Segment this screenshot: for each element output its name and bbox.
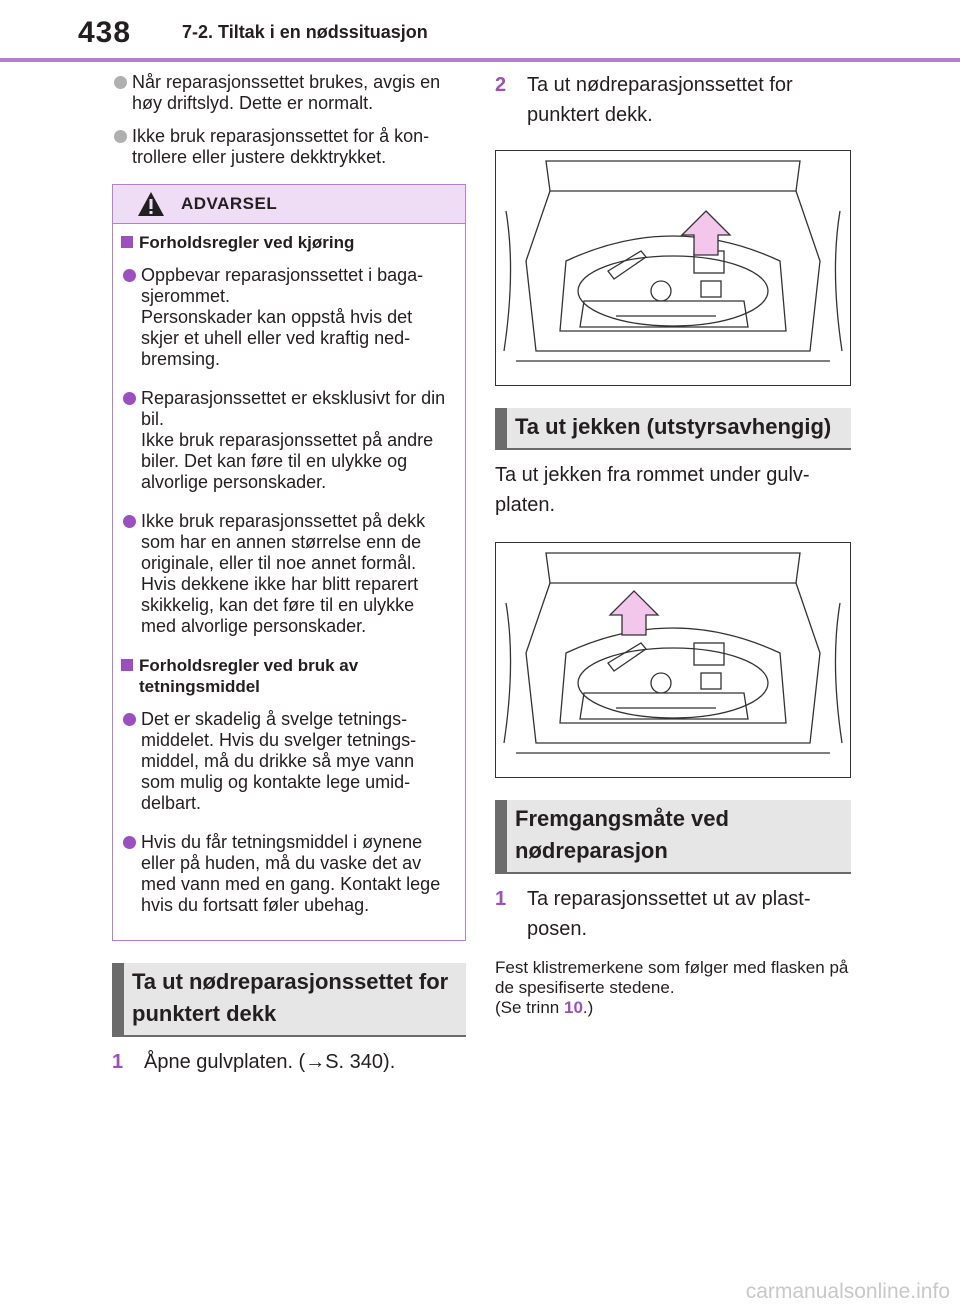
left-column bbox=[112, 72, 466, 1077]
page-header bbox=[0, 0, 960, 62]
step-text: Ta ut nødreparasjonssettet for punktert dekk. bbox=[527, 74, 793, 126]
section-heading-procedure: Fremgangsmåte ved nødreparasjon bbox=[495, 800, 851, 874]
step-item bbox=[112, 1047, 466, 1077]
step-number: 1 bbox=[112, 1051, 124, 1073]
intro-bullet: Når reparasjonssettet brukes, avgis en høy driftslyd. Dette er normalt. bbox=[112, 72, 466, 114]
section-heading-remove-kit: Ta ut nødreparasjonssettet for punktert dekk bbox=[112, 963, 466, 1037]
trunk-illustration bbox=[496, 151, 850, 385]
warning-item bbox=[121, 388, 453, 493]
warning-item-text: Hvis du får tetningsmiddel i øynene eller på huden, må du vaske det av med vann med en gang. Kontakt lege hvis du fortsatt føler ubehag. bbox=[141, 832, 441, 915]
warning-box bbox=[112, 184, 466, 941]
warning-item bbox=[121, 832, 453, 916]
trunk-illustration bbox=[496, 543, 850, 777]
warning-item-text: Det er skadelig å svelge tetnings-middelet. Hvis du svelger tetnings-middel, må du drikke så mye vann som mulig og kontakte lege umid-delbart. bbox=[141, 709, 417, 813]
warning-body bbox=[113, 224, 465, 940]
procedure-note bbox=[495, 958, 851, 1018]
header-rule bbox=[0, 58, 960, 62]
warning-item bbox=[121, 265, 453, 370]
step-number: 2 bbox=[495, 74, 507, 96]
watermark: carmanualsonline.info bbox=[745, 1280, 950, 1303]
warning-item bbox=[121, 709, 453, 814]
intro-bullet: Ikke bruk reparasjonssettet for å kon-trollere eller justere dekktrykket. bbox=[112, 126, 466, 168]
note-text: Fest klistremerkene som følger med flasken på de spesifiserte stedene. (Se trinn bbox=[495, 958, 849, 1017]
warning-item-text: Reparasjonssettet er eksklusivt for din bil. Ikke bruk reparasjonssettet på andre biler. Det kan føre til en ulykke og alvorlige personskader. bbox=[141, 388, 446, 492]
section-heading-jack: Ta ut jekken (utstyrsavhengig) bbox=[495, 408, 851, 450]
step-text: Åpne gulvplaten. (→S. 340). bbox=[144, 1051, 396, 1073]
section-title: 7-2. Tiltak i en nødssituasjon bbox=[182, 22, 428, 42]
up-arrow-icon bbox=[610, 591, 658, 635]
page-number: 438 bbox=[78, 16, 132, 49]
up-arrow-icon bbox=[682, 211, 730, 255]
warning-title: ADVARSEL bbox=[181, 194, 278, 213]
note-text-end: .) bbox=[582, 998, 594, 1017]
warning-item-text: Oppbevar reparasjonssettet i baga-sjerommet. Personskader kan oppstå hvis det skjer et uhell eller ved kraftig ned-bremsing. bbox=[141, 265, 424, 369]
illustration-trunk-jack bbox=[495, 542, 851, 778]
warning-header bbox=[113, 185, 465, 224]
warning-item-text: Ikke bruk reparasjonssettet på dekk som har en annen størrelse enn de originale, eller til noe annet formål. Hvis dekkene ikke har blitt reparert skikkelig, kan det føre til en ulykke med alvorlige personskader. bbox=[141, 511, 426, 636]
warning-subheading: Forholdsregler ved bruk av tetningsmiddel bbox=[121, 655, 453, 697]
illustration-trunk-kit bbox=[495, 150, 851, 386]
step-reference: 10 bbox=[563, 998, 583, 1017]
step-item bbox=[495, 70, 851, 130]
jack-text: Ta ut jekken fra rommet under gulv-platen. bbox=[495, 464, 810, 516]
right-column bbox=[495, 70, 851, 1018]
step-text: Ta reparasjonssettet ut av plast-posen. bbox=[527, 888, 811, 940]
step-item bbox=[495, 884, 851, 944]
warning-subheading: Forholdsregler ved kjøring bbox=[121, 232, 453, 253]
warning-item bbox=[121, 511, 453, 637]
step-number: 1 bbox=[495, 888, 507, 910]
warning-triangle-icon bbox=[137, 191, 165, 217]
